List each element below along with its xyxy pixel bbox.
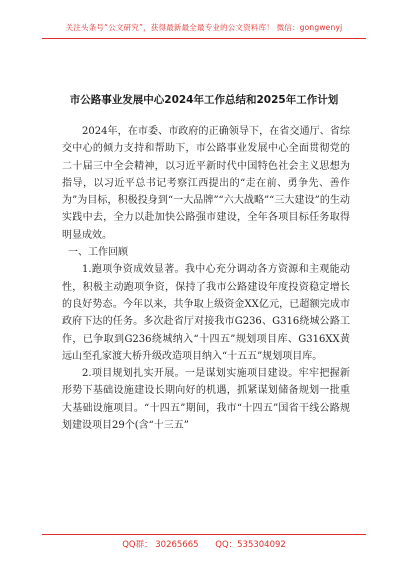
- section-heading: 一、工作回顾: [68, 247, 128, 259]
- document-title: 市公路事业发展中心2024年工作总结和2025年工作计划: [69, 94, 339, 106]
- footer-qq: QQ：535304092: [215, 540, 286, 550]
- paragraph-fundraising: 1.跑项争资成效显著。我中心充分调动各方资源和主观能动性，积极主动跑项争资，保持了我市公路建设年度投资稳定增长的良好势态。今年以来，共争取上级资金XX亿元，已超额完成市政府下达的任务。多次赴省厅对接我市G236、G316绕城公路工作，已争取到G236绕城纳入“十四五”规划项目库、G316XX黄远山至孔家渡大桥升级改造项目纳入“十五五”规划项目库。: [62, 264, 350, 362]
- intro-paragraph: 2024年，在市委、市政府的正确领导下，在省交通厅、省综交中心的倾力支持和帮助下，市公路事业发展中心全面贯彻党的二十届三中全会精神，以习近平新时代中国特色社会主义思想为指导，以习近平总书记考察江西提出的“走在前、勇争先、善作为”为目标，积极投身到“一大品牌”“六大战略”“三大建设”的生动实践中去，全力以赴加快公路强市建设，全年各项目标任务取得明显成效。: [62, 126, 350, 241]
- footer-divider: [42, 534, 366, 535]
- paragraph-planning: 2.项目规划扎实开展。一是谋划实施项目建设。牢牢把握新形势下基础设施建设长期向好的机遇，抓紧谋划储备规划一批重大基础设施项目。“十四五”期间，我市“十四五”国省干线公路规划建设项目29个(含“十三五”: [62, 368, 350, 432]
- document-body: [62, 123, 350, 434]
- header-banner: 关注头条号“公文研究”，获得最新最全最专业的公文资料库！ 微信：gongwenyj: [65, 23, 343, 32]
- footer-contact: [0, 538, 408, 550]
- footer-qq-group: QQ群： 30265665: [122, 540, 199, 550]
- header-divider: [42, 38, 366, 39]
